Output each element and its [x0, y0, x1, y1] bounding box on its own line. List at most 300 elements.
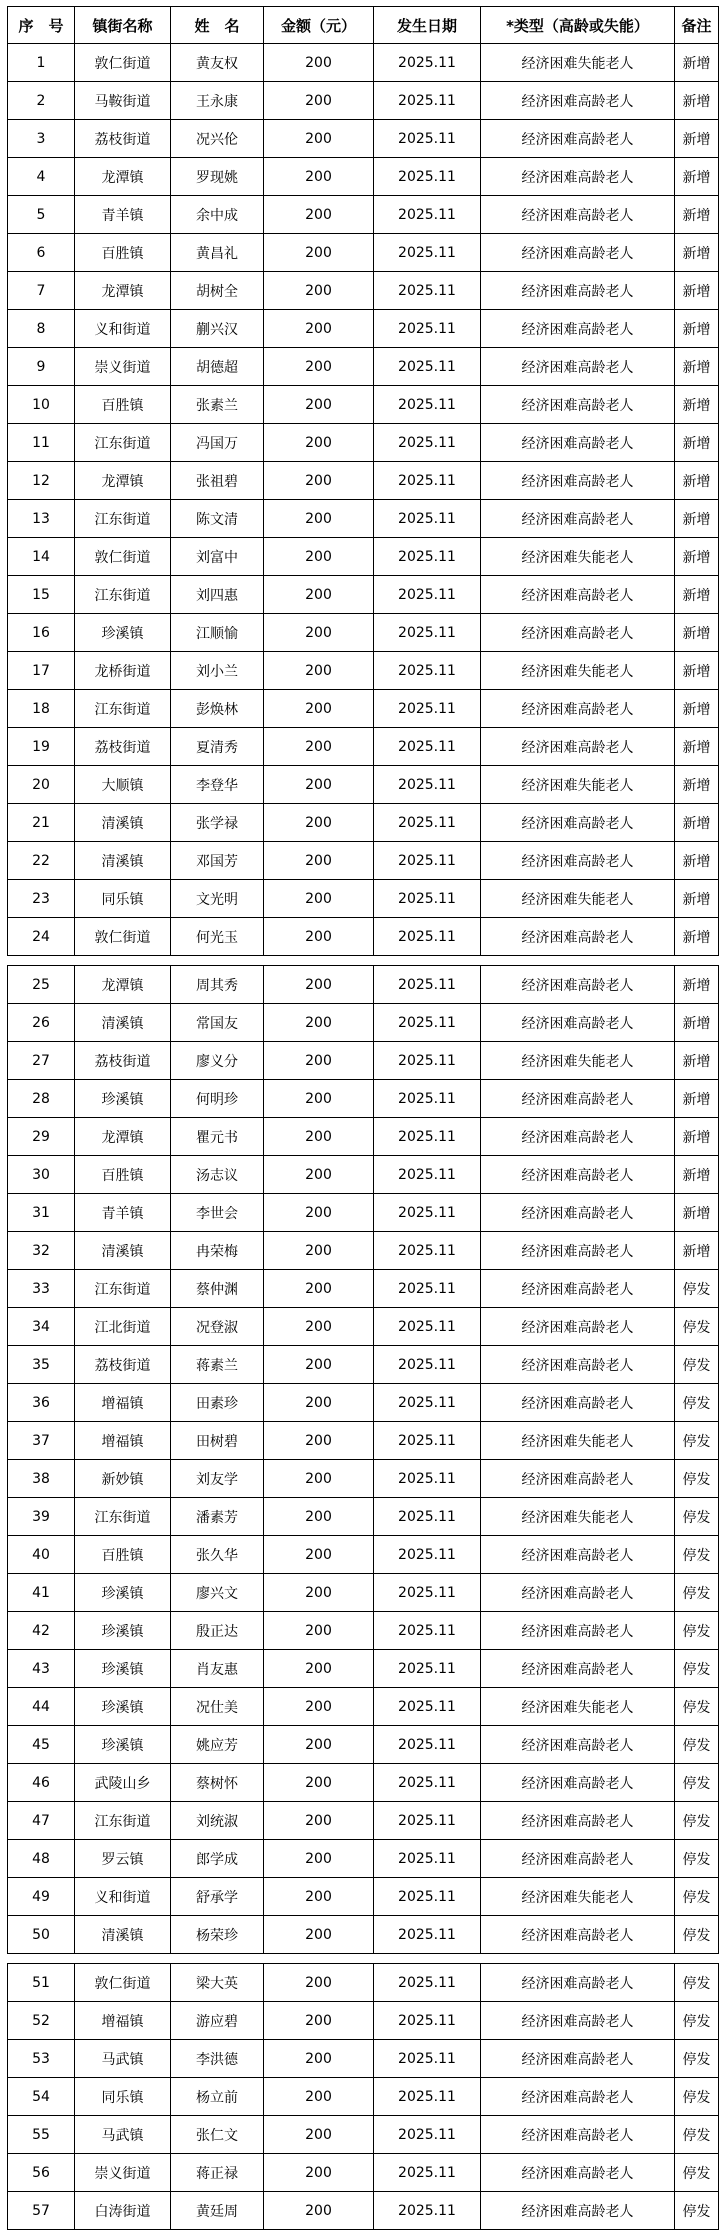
cell-street: 白涛街道	[75, 2192, 171, 2230]
cell-type: 经济困难高龄老人	[481, 1270, 675, 1308]
cell-amount: 200	[264, 272, 374, 310]
cell-note: 新增	[675, 196, 719, 234]
page-break-separator	[8, 956, 719, 966]
table-row	[8, 196, 719, 234]
cell-amount: 200	[264, 728, 374, 766]
cell-type: 经济困难高龄老人	[481, 158, 675, 196]
cell-note: 停发	[675, 2078, 719, 2116]
table-row	[8, 766, 719, 804]
cell-name: 张素兰	[171, 386, 264, 424]
cell-note: 停发	[675, 1346, 719, 1384]
cell-date: 2025.11	[374, 1878, 481, 1916]
cell-date: 2025.11	[374, 1764, 481, 1802]
table-row	[8, 462, 719, 500]
cell-index: 13	[8, 500, 75, 538]
cell-index: 38	[8, 1460, 75, 1498]
cell-type: 经济困难高龄老人	[481, 1232, 675, 1270]
cell-name: 彭焕林	[171, 690, 264, 728]
cell-note: 新增	[675, 1232, 719, 1270]
cell-date: 2025.11	[374, 1498, 481, 1536]
cell-amount: 200	[264, 1004, 374, 1042]
cell-name: 胡德超	[171, 348, 264, 386]
cell-index: 49	[8, 1878, 75, 1916]
cell-street: 龙潭镇	[75, 462, 171, 500]
cell-note: 停发	[675, 1802, 719, 1840]
table-row	[8, 1422, 719, 1460]
cell-index: 8	[8, 310, 75, 348]
cell-index: 50	[8, 1916, 75, 1954]
cell-type: 经济困难高龄老人	[481, 1612, 675, 1650]
cell-note: 停发	[675, 2040, 719, 2078]
cell-note: 新增	[675, 272, 719, 310]
cell-street: 百胜镇	[75, 234, 171, 272]
cell-date: 2025.11	[374, 424, 481, 462]
cell-street: 百胜镇	[75, 386, 171, 424]
cell-street: 青羊镇	[75, 196, 171, 234]
cell-amount: 200	[264, 2040, 374, 2078]
cell-index: 48	[8, 1840, 75, 1878]
cell-note: 停发	[675, 1270, 719, 1308]
cell-index: 5	[8, 196, 75, 234]
table-row	[8, 1118, 719, 1156]
cell-amount: 200	[264, 1612, 374, 1650]
cell-type: 经济困难失能老人	[481, 1042, 675, 1080]
cell-index: 35	[8, 1346, 75, 1384]
cell-type: 经济困难失能老人	[481, 1878, 675, 1916]
cell-type: 经济困难失能老人	[481, 44, 675, 82]
cell-amount: 200	[264, 1916, 374, 1954]
table-row	[8, 1080, 719, 1118]
cell-index: 30	[8, 1156, 75, 1194]
cell-date: 2025.11	[374, 1916, 481, 1954]
cell-date: 2025.11	[374, 2002, 481, 2040]
cell-amount: 200	[264, 1080, 374, 1118]
table-row	[8, 1004, 719, 1042]
table-row	[8, 1156, 719, 1194]
cell-name: 余中成	[171, 196, 264, 234]
cell-type: 经济困难高龄老人	[481, 1726, 675, 1764]
cell-name: 张仁文	[171, 2116, 264, 2154]
table-row	[8, 1308, 719, 1346]
table-row	[8, 158, 719, 196]
cell-type: 经济困难高龄老人	[481, 576, 675, 614]
cell-type: 经济困难高龄老人	[481, 1384, 675, 1422]
cell-date: 2025.11	[374, 1080, 481, 1118]
cell-date: 2025.11	[374, 2192, 481, 2230]
cell-street: 清溪镇	[75, 804, 171, 842]
cell-type: 经济困难高龄老人	[481, 2040, 675, 2078]
cell-amount: 200	[264, 82, 374, 120]
cell-type: 经济困难高龄老人	[481, 2192, 675, 2230]
cell-type: 经济困难高龄老人	[481, 1080, 675, 1118]
cell-amount: 200	[264, 348, 374, 386]
cell-amount: 200	[264, 310, 374, 348]
cell-index: 37	[8, 1422, 75, 1460]
cell-street: 江东街道	[75, 1270, 171, 1308]
cell-note: 新增	[675, 500, 719, 538]
cell-street: 清溪镇	[75, 1232, 171, 1270]
cell-name: 蒯兴汉	[171, 310, 264, 348]
cell-name: 况兴伦	[171, 120, 264, 158]
cell-street: 清溪镇	[75, 1916, 171, 1954]
cell-index: 19	[8, 728, 75, 766]
cell-type: 经济困难高龄老人	[481, 2154, 675, 2192]
cell-note: 新增	[675, 652, 719, 690]
cell-index: 42	[8, 1612, 75, 1650]
cell-name: 常国友	[171, 1004, 264, 1042]
cell-street: 江东街道	[75, 424, 171, 462]
cell-date: 2025.11	[374, 1536, 481, 1574]
cell-street: 江东街道	[75, 1498, 171, 1536]
cell-date: 2025.11	[374, 1650, 481, 1688]
cell-index: 16	[8, 614, 75, 652]
cell-type: 经济困难高龄老人	[481, 386, 675, 424]
cell-type: 经济困难高龄老人	[481, 614, 675, 652]
cell-name: 李洪德	[171, 2040, 264, 2078]
table-row	[8, 2192, 719, 2230]
cell-note: 新增	[675, 690, 719, 728]
table-row	[8, 500, 719, 538]
cell-date: 2025.11	[374, 918, 481, 956]
cell-name: 殷正达	[171, 1612, 264, 1650]
cell-index: 2	[8, 82, 75, 120]
cell-amount: 200	[264, 158, 374, 196]
header-amount: 金额（元）	[264, 7, 374, 44]
cell-name: 姚应芳	[171, 1726, 264, 1764]
cell-note: 停发	[675, 1764, 719, 1802]
cell-amount: 200	[264, 766, 374, 804]
cell-amount: 200	[264, 2192, 374, 2230]
cell-date: 2025.11	[374, 1384, 481, 1422]
cell-amount: 200	[264, 652, 374, 690]
cell-index: 21	[8, 804, 75, 842]
cell-name: 舒承学	[171, 1878, 264, 1916]
cell-name: 罗现姚	[171, 158, 264, 196]
table-row	[8, 1384, 719, 1422]
cell-name: 李世会	[171, 1194, 264, 1232]
cell-type: 经济困难高龄老人	[481, 310, 675, 348]
cell-name: 张学禄	[171, 804, 264, 842]
cell-amount: 200	[264, 966, 374, 1004]
table-row	[8, 1688, 719, 1726]
cell-amount: 200	[264, 538, 374, 576]
cell-type: 经济困难失能老人	[481, 1422, 675, 1460]
cell-index: 14	[8, 538, 75, 576]
cell-street: 罗云镇	[75, 1840, 171, 1878]
cell-date: 2025.11	[374, 1346, 481, 1384]
header-row	[8, 7, 719, 44]
cell-note: 停发	[675, 1612, 719, 1650]
table-row	[8, 1916, 719, 1954]
cell-date: 2025.11	[374, 576, 481, 614]
cell-amount: 200	[264, 1964, 374, 2002]
cell-index: 26	[8, 1004, 75, 1042]
table-row	[8, 2154, 719, 2192]
cell-amount: 200	[264, 1156, 374, 1194]
cell-index: 9	[8, 348, 75, 386]
cell-date: 2025.11	[374, 1422, 481, 1460]
cell-index: 31	[8, 1194, 75, 1232]
cell-street: 义和街道	[75, 310, 171, 348]
cell-street: 敦仁街道	[75, 44, 171, 82]
cell-street: 龙潭镇	[75, 272, 171, 310]
cell-index: 12	[8, 462, 75, 500]
cell-name: 邓国芳	[171, 842, 264, 880]
cell-street: 荔枝街道	[75, 728, 171, 766]
cell-index: 11	[8, 424, 75, 462]
table-row	[8, 804, 719, 842]
cell-date: 2025.11	[374, 804, 481, 842]
cell-amount: 200	[264, 424, 374, 462]
cell-date: 2025.11	[374, 158, 481, 196]
cell-note: 新增	[675, 614, 719, 652]
cell-date: 2025.11	[374, 2040, 481, 2078]
cell-street: 珍溪镇	[75, 1726, 171, 1764]
cell-name: 张久华	[171, 1536, 264, 1574]
cell-note: 停发	[675, 1964, 719, 2002]
cell-date: 2025.11	[374, 120, 481, 158]
cell-type: 经济困难失能老人	[481, 1688, 675, 1726]
cell-name: 田树碧	[171, 1422, 264, 1460]
cell-street: 敦仁街道	[75, 1964, 171, 2002]
cell-amount: 200	[264, 462, 374, 500]
cell-amount: 200	[264, 44, 374, 82]
subsidy-table	[7, 6, 719, 2230]
cell-type: 经济困难失能老人	[481, 1498, 675, 1536]
cell-type: 经济困难高龄老人	[481, 1650, 675, 1688]
cell-date: 2025.11	[374, 1688, 481, 1726]
cell-type: 经济困难失能老人	[481, 652, 675, 690]
cell-date: 2025.11	[374, 1460, 481, 1498]
table-row	[8, 424, 719, 462]
cell-street: 增福镇	[75, 2002, 171, 2040]
header-type: *类型（高龄或失能）	[481, 7, 675, 44]
cell-type: 经济困难高龄老人	[481, 1802, 675, 1840]
cell-index: 34	[8, 1308, 75, 1346]
cell-date: 2025.11	[374, 1612, 481, 1650]
cell-date: 2025.11	[374, 348, 481, 386]
cell-street: 珍溪镇	[75, 1612, 171, 1650]
cell-amount: 200	[264, 1042, 374, 1080]
cell-street: 珍溪镇	[75, 1688, 171, 1726]
cell-street: 龙桥街道	[75, 652, 171, 690]
cell-note: 停发	[675, 2002, 719, 2040]
cell-note: 停发	[675, 1384, 719, 1422]
cell-type: 经济困难高龄老人	[481, 1840, 675, 1878]
cell-name: 文光明	[171, 880, 264, 918]
cell-amount: 200	[264, 1384, 374, 1422]
cell-index: 43	[8, 1650, 75, 1688]
cell-type: 经济困难高龄老人	[481, 690, 675, 728]
cell-type: 经济困难高龄老人	[481, 500, 675, 538]
cell-type: 经济困难高龄老人	[481, 842, 675, 880]
table-row	[8, 690, 719, 728]
cell-amount: 200	[264, 386, 374, 424]
cell-name: 廖兴文	[171, 1574, 264, 1612]
header-date: 发生日期	[374, 7, 481, 44]
cell-note: 新增	[675, 1194, 719, 1232]
cell-index: 57	[8, 2192, 75, 2230]
table-row	[8, 310, 719, 348]
cell-amount: 200	[264, 1650, 374, 1688]
cell-date: 2025.11	[374, 1194, 481, 1232]
cell-street: 马鞍街道	[75, 82, 171, 120]
cell-date: 2025.11	[374, 310, 481, 348]
cell-date: 2025.11	[374, 1270, 481, 1308]
cell-date: 2025.11	[374, 2154, 481, 2192]
cell-street: 敦仁街道	[75, 538, 171, 576]
cell-amount: 200	[264, 1270, 374, 1308]
table-row	[8, 1764, 719, 1802]
cell-note: 停发	[675, 1460, 719, 1498]
cell-name: 陈文清	[171, 500, 264, 538]
table-row	[8, 2040, 719, 2078]
cell-street: 清溪镇	[75, 842, 171, 880]
cell-note: 停发	[675, 1840, 719, 1878]
cell-type: 经济困难失能老人	[481, 880, 675, 918]
table-row	[8, 1536, 719, 1574]
cell-amount: 200	[264, 1878, 374, 1916]
table-row	[8, 1498, 719, 1536]
header-name: 姓 名	[171, 7, 264, 44]
cell-amount: 200	[264, 1574, 374, 1612]
cell-date: 2025.11	[374, 842, 481, 880]
cell-street: 江东街道	[75, 576, 171, 614]
cell-amount: 200	[264, 1802, 374, 1840]
cell-street: 百胜镇	[75, 1536, 171, 1574]
cell-note: 停发	[675, 2192, 719, 2230]
table-row	[8, 1460, 719, 1498]
cell-name: 郎学成	[171, 1840, 264, 1878]
cell-street: 荔枝街道	[75, 1346, 171, 1384]
cell-type: 经济困难高龄老人	[481, 918, 675, 956]
cell-name: 游应碧	[171, 2002, 264, 2040]
cell-amount: 200	[264, 1840, 374, 1878]
cell-amount: 200	[264, 1688, 374, 1726]
cell-type: 经济困难高龄老人	[481, 1346, 675, 1384]
cell-street: 青羊镇	[75, 1194, 171, 1232]
cell-index: 6	[8, 234, 75, 272]
cell-type: 经济困难高龄老人	[481, 1964, 675, 2002]
cell-name: 梁大英	[171, 1964, 264, 2002]
cell-type: 经济困难高龄老人	[481, 728, 675, 766]
cell-date: 2025.11	[374, 652, 481, 690]
cell-name: 冯国万	[171, 424, 264, 462]
cell-index: 3	[8, 120, 75, 158]
cell-index: 1	[8, 44, 75, 82]
cell-type: 经济困难高龄老人	[481, 1916, 675, 1954]
cell-type: 经济困难高龄老人	[481, 234, 675, 272]
cell-type: 经济困难失能老人	[481, 766, 675, 804]
cell-note: 新增	[675, 804, 719, 842]
table-row	[8, 1232, 719, 1270]
cell-name: 黄友权	[171, 44, 264, 82]
cell-date: 2025.11	[374, 538, 481, 576]
cell-name: 胡树全	[171, 272, 264, 310]
cell-index: 47	[8, 1802, 75, 1840]
cell-index: 45	[8, 1726, 75, 1764]
cell-index: 54	[8, 2078, 75, 2116]
table-row	[8, 1802, 719, 1840]
cell-type: 经济困难高龄老人	[481, 1156, 675, 1194]
cell-type: 经济困难高龄老人	[481, 120, 675, 158]
cell-name: 冉荣梅	[171, 1232, 264, 1270]
cell-date: 2025.11	[374, 234, 481, 272]
cell-date: 2025.11	[374, 880, 481, 918]
table-row	[8, 1878, 719, 1916]
table-row	[8, 538, 719, 576]
cell-note: 新增	[675, 234, 719, 272]
cell-amount: 200	[264, 1232, 374, 1270]
cell-type: 经济困难高龄老人	[481, 1004, 675, 1042]
cell-amount: 200	[264, 1422, 374, 1460]
cell-type: 经济困难高龄老人	[481, 966, 675, 1004]
cell-amount: 200	[264, 1194, 374, 1232]
cell-note: 新增	[675, 386, 719, 424]
cell-date: 2025.11	[374, 1156, 481, 1194]
cell-street: 百胜镇	[75, 1156, 171, 1194]
cell-type: 经济困难高龄老人	[481, 196, 675, 234]
cell-type: 经济困难高龄老人	[481, 424, 675, 462]
table-row	[8, 576, 719, 614]
cell-type: 经济困难失能老人	[481, 538, 675, 576]
cell-street: 江北街道	[75, 1308, 171, 1346]
cell-name: 潘素芳	[171, 1498, 264, 1536]
cell-note: 新增	[675, 576, 719, 614]
cell-note: 新增	[675, 82, 719, 120]
cell-note: 停发	[675, 1916, 719, 1954]
cell-note: 新增	[675, 462, 719, 500]
table-row	[8, 1650, 719, 1688]
cell-date: 2025.11	[374, 1004, 481, 1042]
table-row	[8, 966, 719, 1004]
cell-note: 新增	[675, 158, 719, 196]
cell-index: 25	[8, 966, 75, 1004]
cell-amount: 200	[264, 1308, 374, 1346]
table-row	[8, 44, 719, 82]
cell-date: 2025.11	[374, 966, 481, 1004]
cell-street: 马武镇	[75, 2116, 171, 2154]
cell-date: 2025.11	[374, 2078, 481, 2116]
cell-name: 刘四惠	[171, 576, 264, 614]
cell-note: 新增	[675, 348, 719, 386]
header-index: 序 号	[8, 7, 75, 44]
cell-name: 蔡树怀	[171, 1764, 264, 1802]
header-street: 镇街名称	[75, 7, 171, 44]
cell-name: 王永康	[171, 82, 264, 120]
cell-date: 2025.11	[374, 196, 481, 234]
table-row	[8, 728, 719, 766]
cell-note: 新增	[675, 120, 719, 158]
cell-date: 2025.11	[374, 1118, 481, 1156]
cell-index: 24	[8, 918, 75, 956]
table-row	[8, 1612, 719, 1650]
header-note: 备注	[675, 7, 719, 44]
cell-note: 新增	[675, 1080, 719, 1118]
cell-amount: 200	[264, 614, 374, 652]
cell-date: 2025.11	[374, 2116, 481, 2154]
cell-type: 经济困难高龄老人	[481, 272, 675, 310]
cell-date: 2025.11	[374, 1574, 481, 1612]
cell-index: 33	[8, 1270, 75, 1308]
cell-date: 2025.11	[374, 1232, 481, 1270]
cell-index: 56	[8, 2154, 75, 2192]
cell-name: 杨立前	[171, 2078, 264, 2116]
cell-street: 同乐镇	[75, 2078, 171, 2116]
cell-type: 经济困难高龄老人	[481, 804, 675, 842]
cell-street: 珍溪镇	[75, 1080, 171, 1118]
table-row	[8, 1964, 719, 2002]
